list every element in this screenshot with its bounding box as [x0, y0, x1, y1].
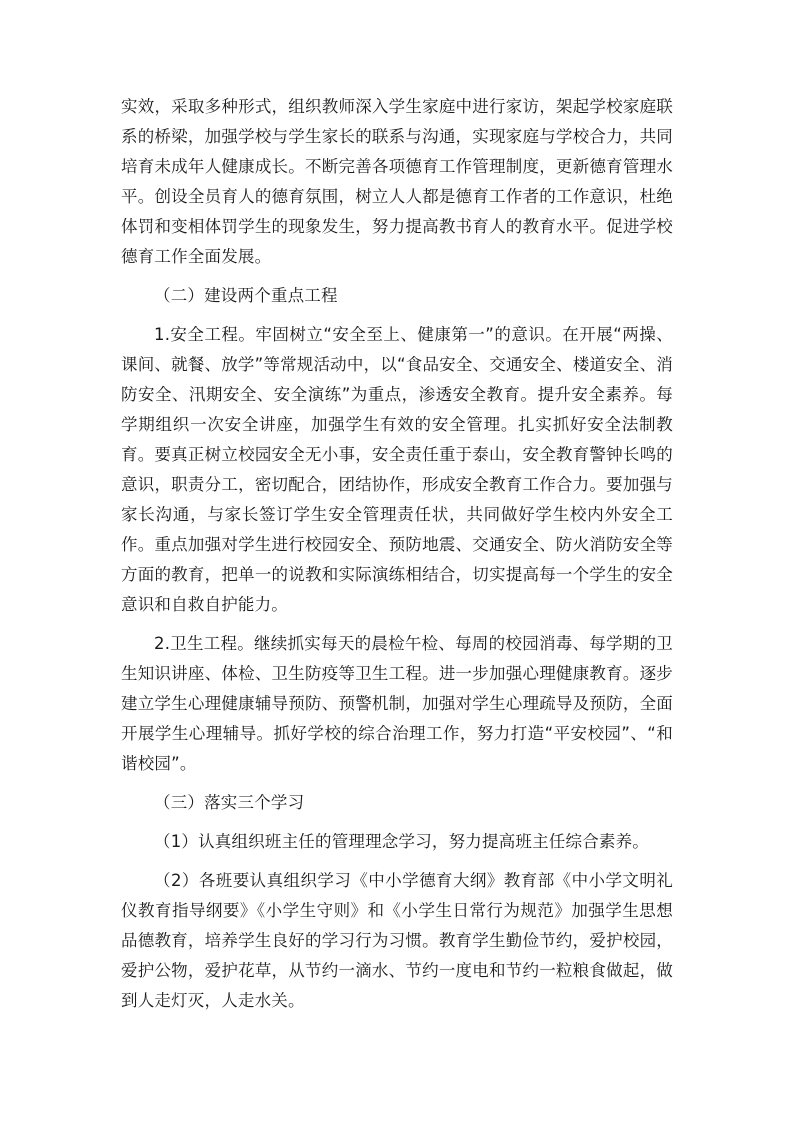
paragraph-health-project: 2.卫生工程。继续抓实每天的晨检午检、每周的校园消毒、每学期的卫生知识讲座、体检、卫生防疫等卫生工程。进一步加强心理健康教育。逐步建立学生心理健康辅导预防、预警机制，加强对学生心理疏导及预防，全面开展学生心理辅导。抓好学校的综合治理工作，努力打造“平安校园”、“和谐校园”。	[121, 634, 673, 773]
section-heading-three-studies: （三）落实三个学习	[154, 793, 305, 812]
paragraph-home-school: 实效，采取多种形式，组织教师深入学生家庭中进行家访，架起学校家庭联系的桥梁，加强学校与学生家长的联系与沟通，实现家庭与学校合力，共同培育未成年人健康成长。不断完善各项德育工作管理制度，更新德育管理水平。创设全员育人的德育氛围，树立人人都是德育工作者的工作意识，杜绝体罚和变相体罚学生的现象发生，努力提高教书育人的教育水平。促进学校德育工作全面发展。	[121, 97, 673, 266]
document-body	[121, 92, 673, 1025]
paragraph-study-item-1: （1）认真组织班主任的管理理念学习，努力提高班主任综合素养。	[154, 832, 649, 851]
paragraph-study-item-2: （2）各班要认真组织学习《中小学德育大纲》教育部《中小学文明礼仪教育指导纲要》《小学生守则》和《小学生日常行为规范》加强学生思想品德教育，培养学生良好的学习行为习惯。教育学生勤俭节约，爱护校园，爱护公物，爱护花草，从节约一滴水、节约一度电和节约一粒粮食做起，做到人走灯灭，人走水关。	[121, 871, 673, 1010]
section-heading-two-projects: （二）建设两个重点工程	[154, 286, 338, 305]
paragraph-safety-project: 1.安全工程。牢固树立“安全至上、健康第一”的意识。在开展“两操、课间、就餐、放学”等常规活动中，以“食品安全、交通安全、楼道安全、消防安全、汛期安全、安全演练”为重点，渗透安全教育。提升安全素养。每学期组织一次安全讲座，加强学生有效的安全管理。扎实抓好安全法制教育。要真正树立校园安全无小事，安全责任重于泰山，安全教育警钟长鸣的意识，职责分工，密切配合，团结协作，形成安全教育工作合力。要加强与家长沟通，与家长签订学生安全管理责任状，共同做好学生校内外安全工作。重点加强对学生进行校园安全、预防地震、交通安全、防火消防安全等方面的教育，把单一的说教和实际演练相结合，切实提高每一个学生的安全意识和自救自护能力。	[121, 325, 673, 614]
